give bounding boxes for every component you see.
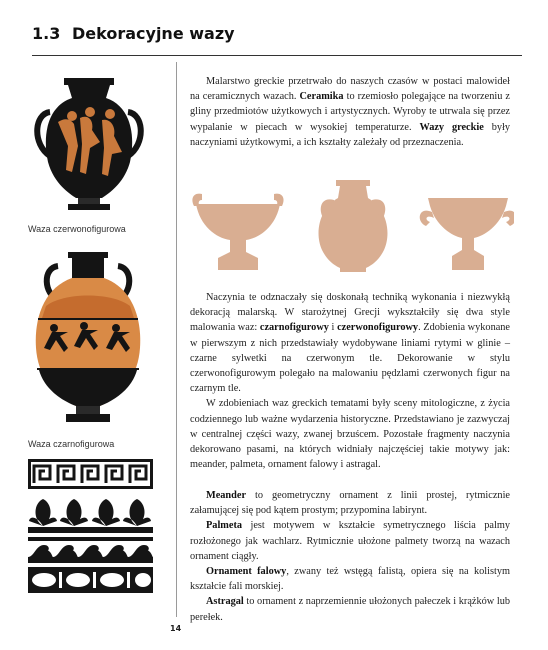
column-divider <box>176 62 177 617</box>
section-number: 1.3 <box>32 24 61 43</box>
term-wazy-greckie: Wazy greckie <box>419 121 484 133</box>
term-czerwonofigurowy: czerwonofigurowy <box>337 322 419 334</box>
meander-description: to geometryczny ornament z linii prostej, rytmicznie załamującej się pod kątem prostym; przypomina labirynt. <box>190 490 510 517</box>
falowy-description: , zwany też wstęgą falistą, opiera się na kolistym kształcie fali morskiej. <box>190 566 510 593</box>
palmeta-description: jest motywem w kształcie symetrycznego liścia palmy rozłożonego jak wachlarz. Rytmicznie ułożone palmety tworzą na wazach ornament ciągły. <box>190 520 510 562</box>
ornament-meander <box>190 488 510 518</box>
term-czarnofigurowy: czarnofigurowy <box>259 322 329 334</box>
intro-text-1: Malarstwo greckie przetrwało do naszych czasów w postaci malowideł na ceramicznych wazach. <box>190 76 510 103</box>
ornament-falowy <box>190 564 510 594</box>
vase-shapes-illustration <box>188 178 514 273</box>
ornament-palmeta <box>190 518 510 564</box>
astragal-pattern-image <box>28 567 153 593</box>
ornament-astragal <box>190 594 510 624</box>
black-figure-vase-image <box>24 248 152 430</box>
intro-paragraph <box>190 74 510 150</box>
header-divider <box>32 55 522 56</box>
wave-pattern-image <box>28 537 153 563</box>
red-figure-vase-image <box>28 74 150 212</box>
ornament-patterns <box>28 459 153 597</box>
section-header <box>32 22 522 50</box>
styles-paragraph <box>190 290 510 472</box>
term-palmeta: Palmeta <box>206 520 243 532</box>
term-ceramika: Ceramika <box>299 91 344 103</box>
red-figure-caption: Waza czerwonofigurowa <box>28 224 126 234</box>
intro-text-2: to rzemiosło polegające na tworzeniu z gliny przedmiotów użytkowych i artystycznych. Wyroby te utrwala się przez wypalanie w piecach w wysokiej temperaturze. <box>190 91 510 133</box>
section-title: Dekoracyjne wazy <box>72 24 235 43</box>
palmette-pattern-image <box>28 493 153 533</box>
styles-text-3: . Zdobienia wykonane w pierwszym z nich przedstawiały wydobywane liniami rytymi w glinie – czarne sylwetki na czerwonym tle. Dekorowanie w stylu czerwonofigurowym polegało na malowaniu pędzlami czerwonych figur na czarnym tle. <box>190 322 511 395</box>
styles-text-2: i <box>328 322 338 334</box>
styles-text-1: Naczynia te odznaczały się doskonałą techniką wykonania i niezwykłą dekoracją malarską. W starożytnej Grecji wykształciły się dwa style malowania waz: <box>190 292 510 334</box>
themes-paragraph: W zdobieniach waz greckich tematami były sceny mitologiczne, z życia codziennego lub ważne wydarzenia historyczne. Przedstawiano je zazwyczaj w centralnej części wazy, zwanej brzuścem. Pozostałe fragmenty naczynia dekorowano pasami, na których widniały najczęściej takie motywy jak: meander, palmeta, ornament falowy i astragal. <box>190 398 510 471</box>
black-figure-caption: Waza czarnofigurowa <box>28 439 115 449</box>
term-astragal: Astragal <box>206 596 244 608</box>
ornaments-section <box>190 488 510 625</box>
astragal-description: to ornament z naprzemiennie ułożonych pałeczek i krążków lub perełek. <box>190 596 510 623</box>
meander-pattern-image <box>28 459 153 489</box>
page-number: 14 <box>170 624 182 633</box>
term-meander: Meander <box>206 490 247 501</box>
term-ornament-falowy: Ornament falowy <box>206 566 287 578</box>
intro-text-3: były naczyniami użytkowymi, a ich kształty zależały od przeznaczenia. <box>190 121 510 148</box>
